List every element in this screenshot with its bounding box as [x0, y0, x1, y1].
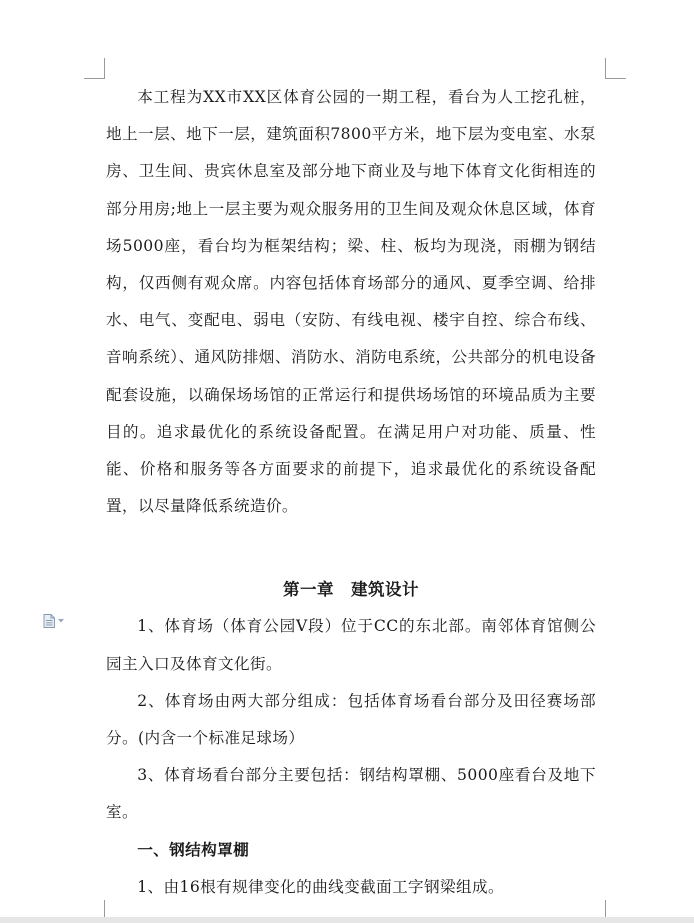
page-bottom-gutter — [0, 917, 694, 923]
crop-mark-top-left — [84, 58, 105, 79]
body-paragraph: 1、体育场（体育公园Ⅴ段）位于CC的东北部。南邻体育馆侧公园主入口及体育文化街。 — [106, 617, 596, 673]
section-paragraph: 1、由16根有规律变化的曲线变截面工字钢梁组成。 — [137, 877, 505, 896]
chapter-title: 第一章 建筑设计 — [283, 580, 419, 600]
body-paragraph: 3、体育场看台部分主要包括：钢结构罩棚、5000座看台及地下室。 — [106, 766, 596, 822]
crop-mark-top-right — [605, 58, 626, 79]
section-title: 一、钢结构罩棚 — [137, 840, 250, 859]
document-page — [106, 79, 596, 906]
spacer — [106, 525, 596, 571]
document-icon — [43, 614, 55, 628]
paragraph-marker[interactable] — [43, 613, 69, 629]
dropdown-arrow-icon — [58, 619, 64, 623]
intro-paragraph: 本工程为XX市XX区体育公园的一期工程，看台为人工挖孔桩，地上一层、地下一层，建筑面积7800平方米，地下层为变电室、水泵房、卫生间、贵宾休息室及部分地下商业及与地下体育文化街相连的部分用房;地上一层主要为观众服务用的卫生间及观众休息区域，体育场5000座，看台均为框架结构；梁、柱、板均为现浇，雨棚为钢结构，仅西侧有观众席。内容包括体育场部分的通风、夏季空调、给排水、电气、变配电、弱电（安防、有线电视、楼宇自控、综合布线、音响系统）、通风防排烟、消防水、消防电系统，公共部分的机电设备配套设施，以确保场场馆的正常运行和提供场场馆的环境品质为主要目的。追求最优化的系统设备配置。在满足用户对功能、质量、性能、价格和服务等各方面要求的前提下，追求最优化的系统设备配置，以尽量降低系统造价。 — [106, 88, 596, 516]
body-paragraph: 2、体育场由两大部分组成：包括体育场看台部分及田径赛场部分。(内含一个标准足球场） — [106, 691, 596, 748]
